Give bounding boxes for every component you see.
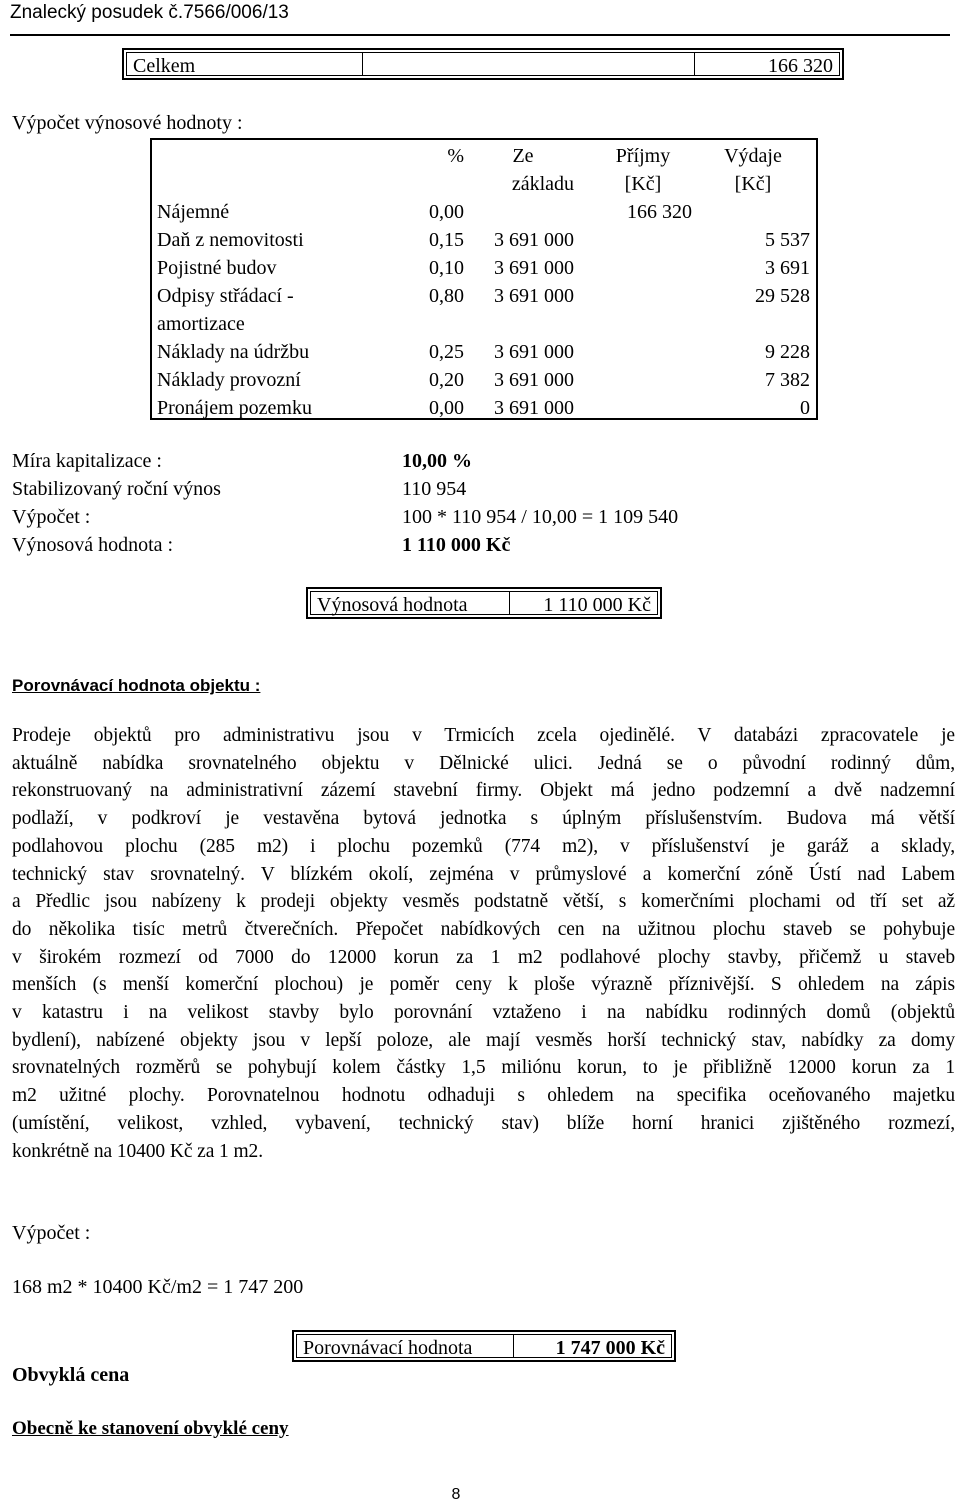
- header-rule: [10, 34, 950, 36]
- income-table: [150, 138, 818, 420]
- yield-value-result: 1 110 000 Kč: [402, 534, 511, 556]
- capitalization-rate-value: 10,00 %: [402, 450, 472, 472]
- row-pct: 0,00: [429, 397, 464, 419]
- document-header-title: Znalecký posudek č.7566/006/13: [10, 2, 289, 23]
- comparison-calc-value: 168 m2 * 10400 Kč/m2 = 1 747 200: [12, 1276, 304, 1298]
- yield-value-box: [306, 587, 662, 619]
- row-base: 3 691 000: [494, 285, 574, 307]
- row-base: 3 691 000: [494, 341, 574, 363]
- row-pct: 0,20: [429, 369, 464, 391]
- column-header-pct: %: [447, 145, 464, 167]
- column-header-income: Příjmy: [615, 145, 671, 167]
- paragraph-line: do několika tisíc metrů čtverečních. Přepočet nabídkových cen na užitnou plochu staveb se pohybuje: [12, 918, 955, 940]
- yield-value-divider: [509, 592, 510, 614]
- row-name: Náklady provozní: [157, 369, 301, 391]
- celkem-inner-frame: [126, 52, 840, 76]
- comparison-paragraph: [12, 722, 955, 1165]
- paragraph-line: v širokém rozmezí od 7000 do 12000 korun za 1 m2 podlahové plochy stavby, přičemž u staveb: [12, 946, 955, 968]
- row-pct: 0,25: [429, 341, 464, 363]
- row-base: 3 691 000: [494, 257, 574, 279]
- comparison-calc-label: Výpočet :: [12, 1222, 91, 1244]
- paragraph-line: aktuálně nabídka srovnatelného objektu v Dělnické ulici. Jedná se o původní rodinný dům,: [12, 752, 955, 774]
- comparison-value-inner-frame: [296, 1334, 672, 1358]
- column-header-income-unit: [Kč]: [624, 173, 662, 195]
- paragraph-line: m2 užitné plochy. Porovnatelnou hodnotu odhaduji s ohledem na specifika oceňovaného majetku: [12, 1085, 955, 1107]
- row-base: 3 691 000: [494, 397, 574, 419]
- paragraph-line: Prodeje objektů pro administrativu jsou v Trmicích zcela ojedinělé. V databázi zpracovatele je: [12, 725, 955, 746]
- row-expense: 7 382: [765, 369, 810, 391]
- celkem-divider: [694, 53, 695, 75]
- paragraph-line: v katastru i na velikost stavby bylo porovnání vztaženo i na nabídku rodinných domů (objektů: [12, 1002, 955, 1024]
- yield-value-inner-frame: [310, 591, 658, 615]
- comparison-value-box-value: 1 747 000 Kč: [555, 1337, 665, 1359]
- celkem-divider: [362, 53, 363, 75]
- usual-price-heading: Obvyklá cena: [12, 1364, 130, 1386]
- row-name: Nájemné: [157, 201, 230, 223]
- yield-value-box-value: 1 110 000 Kč: [543, 594, 651, 616]
- column-header-base-2: základu: [511, 173, 574, 195]
- comparison-value-box-label: Porovnávací hodnota: [303, 1337, 473, 1359]
- row-pct: 0,00: [429, 201, 464, 223]
- stabilized-yield-value: 110 954: [402, 478, 467, 500]
- paragraph-line: bydlení), nabízené objekty jsou v lepší poloze, ale mají vesměs horší technický stav, nabídky za domy: [12, 1029, 955, 1051]
- comparison-value-divider: [513, 1335, 514, 1357]
- column-header-expense-unit: [Kč]: [734, 173, 772, 195]
- celkem-value: 166 320: [768, 55, 833, 77]
- income-section-heading: Výpočet výnosové hodnoty :: [12, 112, 243, 134]
- comparison-value-box: [292, 1330, 676, 1362]
- row-name: Pojistné budov: [157, 257, 277, 279]
- yield-value-label: Výnosová hodnota :: [12, 534, 174, 556]
- row-name: Odpisy střádací -: [157, 285, 294, 307]
- celkem-box: [122, 48, 844, 80]
- comparison-heading: Porovnávací hodnota objektu :: [12, 676, 261, 695]
- row-name-continued: amortizace: [157, 313, 245, 335]
- paragraph-line: podlaží, v podkroví je vestavěna bytová jednotka s úplným příslušenstvím. Budova má větší: [12, 808, 955, 830]
- row-base: 3 691 000: [494, 229, 574, 251]
- yield-value-box-label: Výnosová hodnota: [317, 594, 468, 616]
- row-name: Pronájem pozemku: [157, 397, 312, 419]
- calculation-value: 100 * 110 954 / 10,00 = 1 109 540: [402, 506, 679, 528]
- row-expense: 3 691: [765, 257, 810, 279]
- usual-price-subheading: Obecně ke stanovení obvyklé ceny: [12, 1418, 289, 1439]
- row-name: Daň z nemovitosti: [157, 229, 304, 251]
- paragraph-line: (umístění, velikost, vzhled, vybavení, technický stav) blíže horní hranici zjištěného rozmezí,: [12, 1112, 955, 1134]
- row-expense: 29 528: [755, 285, 810, 307]
- row-income: 166 320: [627, 201, 692, 223]
- calculation-label: Výpočet :: [12, 506, 91, 528]
- paragraph-line: technický stav srovnatelný. V blízkém okolí, zejména v průmyslové a komerční zóně Ústí nad Labem: [12, 863, 955, 885]
- paragraph-line: rekonstruovaný na administrativní zázemí stavební firmy. Objekt má jedno podzemní a dvě nadzemní: [12, 780, 955, 802]
- paragraph-line: podlahovou plochu (285 m2) i plochu pozemků (774 m2), v příslušenství je garáž a sklady,: [12, 835, 955, 857]
- paragraph-line: a Předlic jsou nabízeny k prodeji objekty vesměs podstatně větší, s komerčními plochami od tří set až: [12, 891, 955, 913]
- row-pct: 0,80: [429, 285, 464, 307]
- row-pct: 0,15: [429, 229, 464, 251]
- row-expense: 0: [800, 397, 810, 419]
- row-expense: 5 537: [765, 229, 810, 251]
- row-name: Náklady na údržbu: [157, 341, 310, 363]
- paragraph-line: srovnatelných rozměrů se pohybují kolem částky 1,5 miliónu korun, to je přibližně 12000 korun za 1: [12, 1057, 955, 1079]
- row-expense: 9 228: [765, 341, 810, 363]
- stabilized-yield-label: Stabilizovaný roční výnos: [12, 478, 221, 500]
- celkem-label: Celkem: [133, 55, 196, 77]
- column-header-base: Ze: [512, 145, 534, 167]
- row-base: 3 691 000: [494, 369, 574, 391]
- paragraph-line: konkrétně na 10400 Kč za 1 m2.: [12, 1140, 263, 1162]
- row-pct: 0,10: [429, 257, 464, 279]
- capitalization-rate-label: Míra kapitalizace :: [12, 450, 162, 472]
- column-header-expense: Výdaje: [724, 145, 782, 167]
- paragraph-line: menších (s menší komerční plochou) je poměr ceny k ploše výrazně příznivější. S ohledem na zápis: [12, 974, 955, 996]
- page-number: 8: [451, 1486, 461, 1503]
